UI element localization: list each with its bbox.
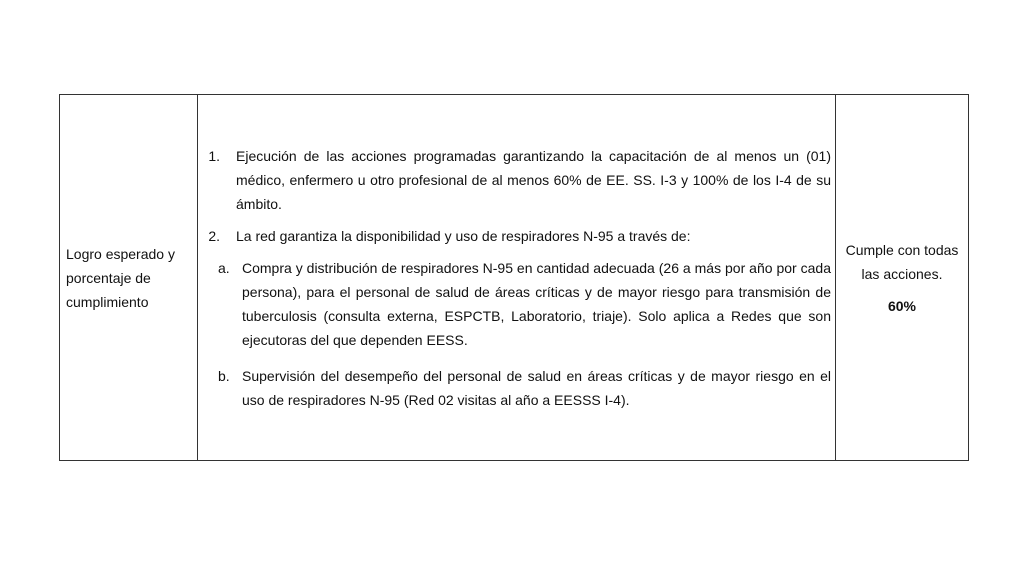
actions-list xyxy=(198,144,831,412)
action-item-1 xyxy=(206,144,831,216)
table-row xyxy=(60,95,969,461)
sub-action-text: Compra y distribución de respiradores N-95 en cantidad adecuada (26 a más por año por cada persona), para el personal de salud de áreas críticas y de mayor riesgo para transmisión de tuberculosis (consulta externa, ESPCTB, Laboratorio, triaje). Solo aplica a Redes que son ejecutoras del que dependen EESS. xyxy=(242,259,831,348)
result-text: Cumple con todas las acciones. xyxy=(845,241,959,282)
action-number: 2. xyxy=(208,227,220,244)
sub-action-letter: a. xyxy=(218,259,230,276)
action-text: Ejecución de las acciones programadas garantizando la capacitación de al menos un (01) médico, enfermero u otro profesional de al menos 60% de EE. SS. I-3 y 100% de los I-4 de su ámbito. xyxy=(236,147,831,212)
criteria-table xyxy=(59,94,969,461)
row-label-cell xyxy=(60,95,198,461)
action-item-2 xyxy=(206,224,831,248)
result-cell xyxy=(836,95,969,461)
action-text: La red garantiza la disponibilidad y uso de respiradores N-95 a través de: xyxy=(236,227,691,244)
sub-action-item-a xyxy=(208,256,831,352)
actions-cell xyxy=(198,95,836,461)
sub-action-text: Supervisión del desempeño del personal de salud en áreas críticas y de mayor riesgo en el uso de respiradores N-95 (Red 02 visitas al año a EESSS I-4). xyxy=(242,367,831,408)
action-number: 1. xyxy=(208,147,220,164)
sub-actions-list xyxy=(206,256,831,412)
sub-action-item-b xyxy=(208,364,831,412)
row-label: Logro esperado y porcentaje de cumplimiento xyxy=(66,245,175,310)
sub-action-letter: b. xyxy=(218,367,230,384)
result-percent: 60% xyxy=(887,297,917,314)
